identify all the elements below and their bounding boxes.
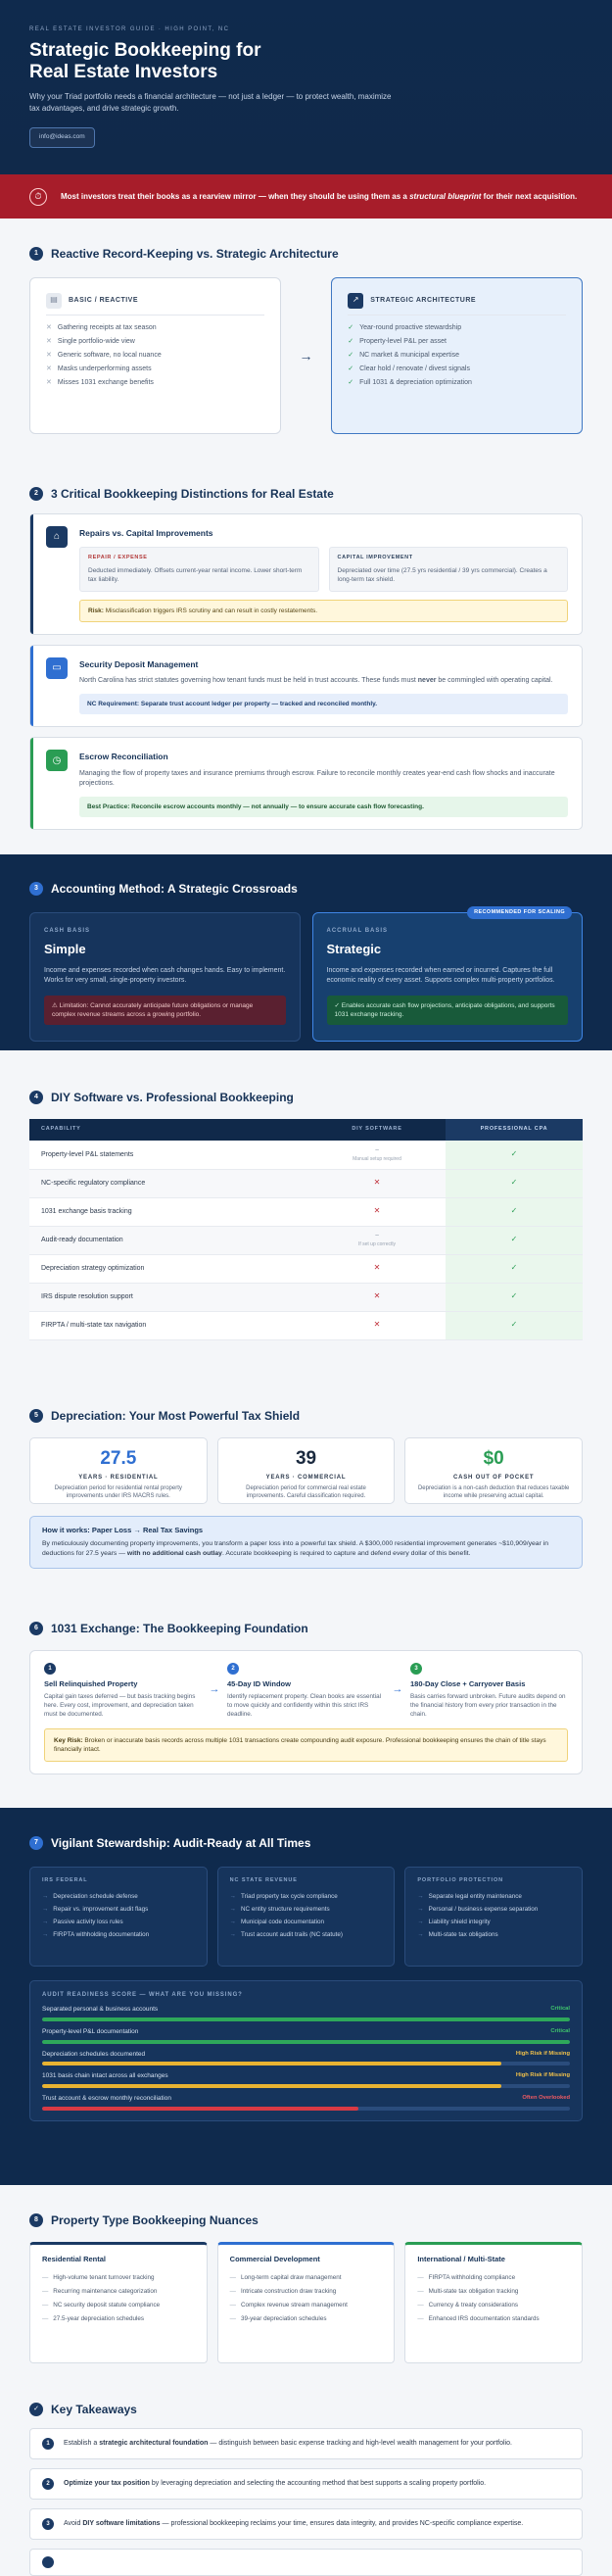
x-icon: ✕ [46, 365, 52, 373]
capital-box: CAPITAL IMPROVEMENT Depreciated over time (27.5 yrs residential / 39 yrs commercial). Creates a long-term tax shield. [329, 547, 569, 591]
check-icon: ✓ [510, 1148, 518, 1158]
bar-status: Critical [550, 2027, 570, 2034]
dash-icon: — [229, 2301, 236, 2309]
list-item: — Intricate construction draw tracking [229, 2287, 337, 2295]
capability-cell: Depreciation strategy optimization [29, 1254, 308, 1283]
capability-cell: 1031 exchange basis tracking [29, 1197, 308, 1226]
list-item: — Currency & treaty considerations [417, 2301, 518, 2309]
strategic-list [348, 321, 566, 390]
cpa-cell [446, 1254, 583, 1283]
list-item: ✓ Year-round proactive stewardship [348, 324, 462, 332]
list-item: → Trust account audit trails (NC statute) [229, 1930, 344, 1938]
property-type-card [217, 2242, 396, 2363]
table-row [29, 1141, 583, 1169]
takeaway-item [29, 2428, 583, 2459]
section-number: 8 [29, 2213, 43, 2227]
card-title: BASIC / REACTIVE [69, 296, 139, 304]
arrow-right-icon: → [392, 1683, 403, 1695]
repair-box: REPAIR / EXPENSE Deducted immediately. Offsets current-year rental income. Lower short-term tax liability. [79, 547, 319, 591]
partial-icon: ~ [374, 1146, 380, 1154]
x-icon: ✕ [373, 1206, 381, 1216]
stat-commercial: 39 YEARS · COMMERCIAL Depreciation period for commercial real estate improvements. Careful classification required. [217, 1437, 396, 1504]
table-row [29, 1169, 583, 1197]
list-item: — Recurring maintenance categorization [42, 2287, 158, 2295]
warning-text: Most investors treat their books as a rearview mirror — when they should be using them as a structural blueprint for their next acquisition. [61, 192, 578, 201]
section-number: 6 [29, 1622, 43, 1635]
section-title: Property Type Bookkeeping Nuances [51, 2212, 259, 2227]
bar-fill [42, 2017, 570, 2021]
dash-icon: — [42, 2314, 49, 2322]
section-reactive-vs-strategic [0, 219, 612, 457]
check-icon: ✓ [348, 324, 354, 332]
exchange-steps [29, 1650, 583, 1774]
nc-requirement-note: NC Requirement: Separate trust account ledger per property — tracked and reconciled monthly. [79, 694, 568, 714]
card-title: Security Deposit Management [79, 658, 199, 669]
how-it-works: How it works: Paper Loss → Real Tax Savings By meticulously documenting property improvements, you transform a paper loss into a powerful tax shield. A $300,000 residential improvement generates ~$10,909/year in deductions for 27.5 years — with no additional cash outlay. Accurate bookkeeping is required to capture and defend every dollar of this benefit. [29, 1516, 583, 1569]
arrow-right-icon: → [229, 1892, 236, 1900]
takeaway-number: 3 [42, 2518, 54, 2530]
list-item: — NC security deposit statute compliance [42, 2301, 161, 2309]
basic-list [46, 321, 264, 390]
dash-icon: — [229, 2273, 236, 2281]
x-icon: ✕ [373, 1263, 381, 1273]
readiness-bar [42, 2028, 570, 2044]
check-icon: ✓ [510, 1178, 518, 1188]
page-title: Strategic Bookkeeping for Real Estate Investors [29, 40, 261, 83]
stat-residential: 27.5 YEARS · RESIDENTIAL Depreciation period for residential rental property improvements under IRS MACRS rules. [29, 1437, 208, 1504]
x-icon: ✕ [46, 352, 52, 360]
dash-icon: — [42, 2273, 49, 2281]
section-audit-ready [0, 1808, 612, 2185]
risk-note: Risk: Misclassification triggers IRS scrutiny and can result in costly restatements. [79, 600, 568, 622]
arrow-right-icon: → [209, 1683, 220, 1695]
section-diy-vs-pro [0, 1062, 612, 1382]
list-item: → Multi-state tax obligations [417, 1930, 498, 1938]
list-item: ✕ Masks underperforming assets [46, 365, 152, 373]
limitation-note: ⚠ Limitation: Cannot accurately anticipate future obligations or manage complex revenue streams across a growing portfolio. [44, 996, 286, 1025]
bar-status: High Risk if Missing [515, 2072, 570, 2079]
card-title: Escrow Reconciliation [79, 752, 168, 762]
comparison-table [29, 1119, 583, 1340]
bar-label: Trust account & escrow monthly reconciliation [42, 2095, 171, 2103]
step-1: 1 Sell Relinquished Property Capital gain taxes deferred — but basis tracking begins here. Every cost, improvement, and depreciation taken must be documented. [44, 1663, 202, 1719]
clipboard-icon: ▤ [46, 293, 62, 309]
section-title: DIY Software vs. Professional Bookkeeping [51, 1090, 294, 1104]
key-risk-note: Key Risk: Broken or inaccurate basis records across multiple 1031 transactions create compounding audit exposure. Professional bookkeeping ensures the chain of title stays financially intact. [44, 1728, 568, 1762]
section-number: 3 [29, 882, 43, 896]
dash-icon: — [417, 2273, 424, 2281]
partial-icon: ~ [374, 1232, 380, 1239]
card-title: Commercial Development [229, 2255, 320, 2263]
cpa-cell [446, 1311, 583, 1339]
check-icon: ✓ [348, 338, 354, 346]
arrow-right-icon: → [417, 1918, 424, 1925]
arrow-right-icon: → [42, 1918, 49, 1925]
list-item: → Municipal code documentation [229, 1918, 325, 1925]
table-row [29, 1197, 583, 1226]
arrow-right-icon: → [417, 1905, 424, 1913]
table-row [29, 1254, 583, 1283]
stewardship-card [217, 1867, 396, 1967]
readiness-bar [42, 2051, 570, 2066]
dash-icon: — [417, 2314, 424, 2322]
dash-icon: — [417, 2301, 424, 2309]
arrow-right-icon: → [417, 1930, 424, 1938]
arrow-right-icon: → [42, 1892, 49, 1900]
check-icon: ✓ [510, 1206, 518, 1216]
list-item: → Depreciation schedule defense [42, 1892, 138, 1900]
capability-cell: Property-level P&L statements [29, 1141, 308, 1169]
list-item: ✕ Generic software, no local nuance [46, 352, 162, 360]
diy-cell [308, 1311, 446, 1339]
diy-cell [308, 1226, 446, 1254]
section-number: 2 [29, 487, 43, 501]
x-icon: ✕ [46, 338, 52, 346]
strategic-architecture-card [331, 277, 583, 434]
column-header: CAPABILITY [29, 1119, 308, 1141]
section-number: 7 [29, 1836, 43, 1850]
takeaway-number: 1 [42, 2438, 54, 2450]
section-number: 5 [29, 1409, 43, 1423]
hero [0, 0, 612, 174]
bar-fill [42, 2107, 358, 2111]
property-type-card [29, 2242, 208, 2363]
check-icon: ✓ [348, 379, 354, 387]
cpa-cell [446, 1226, 583, 1254]
diy-note: If set up correctly [357, 1241, 397, 1248]
x-icon: ✕ [46, 379, 52, 387]
bar-status: High Risk if Missing [515, 2050, 570, 2057]
bar-status: Critical [550, 2006, 570, 2013]
capability-cell: NC-specific regulatory compliance [29, 1169, 308, 1197]
list-item: — 27.5-year depreciation schedules [42, 2314, 145, 2322]
section-1031 [0, 1599, 612, 1788]
bar-fill [42, 2062, 501, 2066]
arrow-right-icon: → [42, 1905, 49, 1913]
benefit-note: ✓ Enables accurate cash flow projections, anticipate obligations, and supports 1031 exchange tracking. [327, 996, 569, 1025]
audit-readiness-score: AUDIT READINESS SCORE — WHAT ARE YOU MISSING? Separated personal & business accounts Critical Property-level P&L documentation Critical Depreciation schedules documented High Risk if Missing 1031 basis chain intact across all exchanges High Risk if Missing Trust account & escrow monthly reconciliation Often Overlooked [29, 1980, 583, 2121]
dash-icon: — [229, 2314, 236, 2322]
card-label: PORTFOLIO PROTECTION [417, 1877, 504, 1883]
card-label: NC STATE REVENUE [229, 1877, 298, 1883]
stat-cash: $0 CASH OUT OF POCKET Depreciation is a non-cash deduction that reduces taxable income while preserving actual capital. [404, 1437, 583, 1504]
diy-cell [308, 1254, 446, 1283]
column-header: DIY SOFTWARE [308, 1119, 446, 1141]
list-item: ✕ Misses 1031 exchange benefits [46, 379, 154, 387]
step-3: 3 180-Day Close + Carryover Basis Basis carries forward unbroken. Future audits depend on the financial history from every prior transaction in the chain. [410, 1663, 568, 1719]
list-item: — Multi-state tax obligation tracking [417, 2287, 519, 2295]
arrow-right-icon: → [417, 1892, 424, 1900]
check-icon: ✓ [510, 1291, 518, 1301]
column-header: PROFESSIONAL CPA [446, 1119, 583, 1141]
list-item: ✓ NC market & municipal expertise [348, 352, 460, 360]
section-title: Key Takeaways [51, 2402, 137, 2416]
accrual-basis-card: RECOMMENDED FOR SCALING ACCRUAL BASIS Strategic Income and expenses recorded when earned or incurred. Captures the full economic reality of every asset. Supports complex multi-property portfolios. ✓ Enables accurate cash flow projections, anticipate obligations, and supports 1031 exchange tracking. [312, 912, 584, 1042]
list-item: — Complex revenue stream management [229, 2301, 348, 2309]
cpa-cell [446, 1283, 583, 1311]
property-type-card [404, 2242, 583, 2363]
bar-label: Property-level P&L documentation [42, 2027, 139, 2035]
section-title: Depreciation: Your Most Powerful Tax Shield [51, 1408, 301, 1423]
section-key-takeaways [0, 2376, 612, 2563]
list-item: → Repair vs. improvement audit flags [42, 1905, 149, 1913]
readiness-bar [42, 2095, 570, 2111]
section-number: 1 [29, 247, 43, 261]
arrow-right-icon: → [42, 1930, 49, 1938]
x-icon: ✕ [373, 1320, 381, 1330]
card-title: STRATEGIC ARCHITECTURE [370, 296, 477, 304]
list-item: — 39-year depreciation schedules [229, 2314, 327, 2322]
dash-icon: — [229, 2287, 236, 2295]
list-item: → Passive activity loss rules [42, 1918, 123, 1925]
capability-cell: IRS dispute resolution support [29, 1283, 308, 1311]
check-icon: ✓ [510, 1320, 518, 1330]
arrow-right-icon: → [229, 1918, 236, 1925]
takeaway-number: 2 [42, 2478, 54, 2490]
card-label: IRS FEDERAL [42, 1877, 88, 1883]
table-row [29, 1283, 583, 1311]
list-item: ✓ Full 1031 & depreciation optimization [348, 379, 472, 387]
section-depreciation [0, 1382, 612, 1599]
x-icon: ✕ [46, 324, 52, 332]
card-text: Managing the flow of property taxes and insurance premiums through escrow. Failure to reconcile monthly creates year-end cash flow shocks and inaccurate projections. [79, 769, 555, 787]
takeaway-text: Establish a strategic architectural foundation — distinguish between basic expense tracking and high-level wealth management for your portfolio. [64, 2440, 512, 2448]
list-item: → Liability shield integrity [417, 1918, 491, 1925]
list-item: → Separate legal entity maintenance [417, 1892, 522, 1900]
bar-label: Separated personal & business accounts [42, 2006, 159, 2014]
diy-cell [308, 1141, 446, 1169]
check-icon: ✓ [348, 365, 354, 373]
section-title: Vigilant Stewardship: Audit-Ready at All Times [51, 1835, 311, 1850]
card-title: Residential Rental [42, 2255, 107, 2263]
bar-fill [42, 2040, 570, 2044]
list-item: → NC entity structure requirements [229, 1905, 330, 1913]
cpa-cell [446, 1197, 583, 1226]
section-title: 1031 Exchange: The Bookkeeping Foundation [51, 1621, 308, 1635]
section-number: 4 [29, 1091, 43, 1104]
section-title: Accounting Method: A Strategic Crossroads [51, 881, 298, 896]
dash-icon: — [42, 2287, 49, 2295]
warning-banner [0, 174, 612, 219]
x-icon: ✕ [373, 1291, 381, 1301]
dash-icon: — [417, 2287, 424, 2295]
readiness-bar [42, 2072, 570, 2088]
cpa-cell [446, 1141, 583, 1169]
clock-icon: ◷ [46, 750, 68, 771]
list-item: — High-volume tenant turnover tracking [42, 2273, 155, 2281]
arrow-right-icon: → [229, 1905, 236, 1913]
x-icon: ✕ [373, 1178, 381, 1188]
check-icon: ✓ [510, 1235, 518, 1244]
check-icon: ✓ [29, 2403, 43, 2416]
table-row [29, 1311, 583, 1339]
stewardship-card [29, 1867, 208, 1967]
list-item: → FIRPTA withholding documentation [42, 1930, 150, 1938]
dash-icon: — [42, 2301, 49, 2309]
arrow-right-icon: → [229, 1930, 236, 1938]
takeaway-item [29, 2549, 583, 2576]
stewardship-card [404, 1867, 583, 1967]
chart-line-icon: ↗ [348, 293, 363, 309]
best-practice-note: Best Practice: Reconcile escrow accounts monthly — not annually — to ensure accurate cash flow forecasting. [79, 797, 568, 817]
section-distinctions [0, 457, 612, 831]
takeaway-text: Avoid DIY software limitations — professional bookkeeping reclaims your time, ensures data integrity, and provides NC-specific compliance expertise. [64, 2520, 524, 2528]
readiness-bar [42, 2006, 570, 2021]
hero-lede: Why your Triad portfolio needs a financial architecture — not just a ledger — to protect wealth, maximize tax advantages, and drive strategic growth. [29, 92, 392, 114]
takeaway-item [29, 2468, 583, 2500]
capability-cell: Audit-ready documentation [29, 1226, 308, 1254]
takeaway-text: Optimize your tax position by leveraging depreciation and selecting the accounting method that best supports a scaling property portfolio. [64, 2480, 487, 2488]
takeaway-number [42, 2556, 54, 2568]
list-item: — FIRPTA withholding compliance [417, 2273, 516, 2281]
card-title: International / Multi-State [417, 2255, 505, 2263]
diy-cell [308, 1169, 446, 1197]
list-item: ✕ Single portfolio-wide view [46, 338, 135, 346]
diy-cell [308, 1197, 446, 1226]
takeaway-item [29, 2508, 583, 2540]
diy-note: Manual setup required [353, 1156, 401, 1163]
cash-basis-card: CASH BASIS Simple Income and expenses recorded when cash changes hands. Easy to implement. Works for very small, single-property investors. ⚠ Limitation: Cannot accurately anticipate future obligations or manage complex revenue streams across a growing portfolio. [29, 912, 301, 1042]
section-accounting-method [0, 854, 612, 1050]
hero-eyebrow: REAL ESTATE INVESTOR GUIDE · HIGH POINT, NC [29, 26, 230, 32]
recommended-badge: RECOMMENDED FOR SCALING [467, 906, 572, 919]
section-title: 3 Critical Bookkeeping Distinctions for Real Estate [51, 486, 334, 501]
list-item: ✓ Clear hold / renovate / divest signals [348, 365, 470, 373]
card-title: Repairs vs. Capital Improvements [79, 528, 213, 538]
basic-reactive-card [29, 277, 281, 434]
escrow-card [29, 737, 583, 829]
section-title: Reactive Record-Keeping vs. Strategic Architecture [51, 246, 339, 261]
table-row [29, 1226, 583, 1254]
list-item: — Long-term capital draw management [229, 2273, 342, 2281]
security-deposit-card [29, 645, 583, 727]
cpa-cell [446, 1169, 583, 1197]
list-item: — Enhanced IRS documentation standards [417, 2314, 540, 2322]
section-property-types [0, 2185, 612, 2376]
list-item: → Personal / business expense separation [417, 1905, 539, 1913]
capability-cell: FIRPTA / multi-state tax navigation [29, 1311, 308, 1339]
bar-label: 1031 basis chain intact across all exchanges [42, 2072, 168, 2080]
card-icon: ▭ [46, 657, 68, 679]
repairs-card [29, 513, 583, 635]
arrow-right-icon: → [299, 347, 313, 364]
bar-fill [42, 2084, 501, 2088]
clock-icon: ⏱ [29, 188, 47, 206]
check-icon: ✓ [510, 1263, 518, 1273]
bar-status: Often Overlooked [522, 2095, 570, 2102]
step-2: 2 45-Day ID Window Identify replacement property. Clean books are essential to move quickly and confidently within this strict IRS deadline. [227, 1663, 385, 1719]
list-item: ✓ Property-level P&L per asset [348, 338, 447, 346]
home-icon: ⌂ [46, 526, 68, 548]
list-item: ✕ Gathering receipts at tax season [46, 324, 157, 332]
card-text: North Carolina has strict statutes governing how tenant funds must be held in trust accounts. These funds must never be commingled with operating capital. [79, 677, 553, 685]
list-item: → Triad property tax cycle compliance [229, 1892, 338, 1900]
check-icon: ✓ [348, 352, 354, 360]
contact-email-link[interactable]: info@ideas.com [29, 127, 95, 148]
bar-label: Depreciation schedules documented [42, 2050, 146, 2058]
diy-cell [308, 1283, 446, 1311]
